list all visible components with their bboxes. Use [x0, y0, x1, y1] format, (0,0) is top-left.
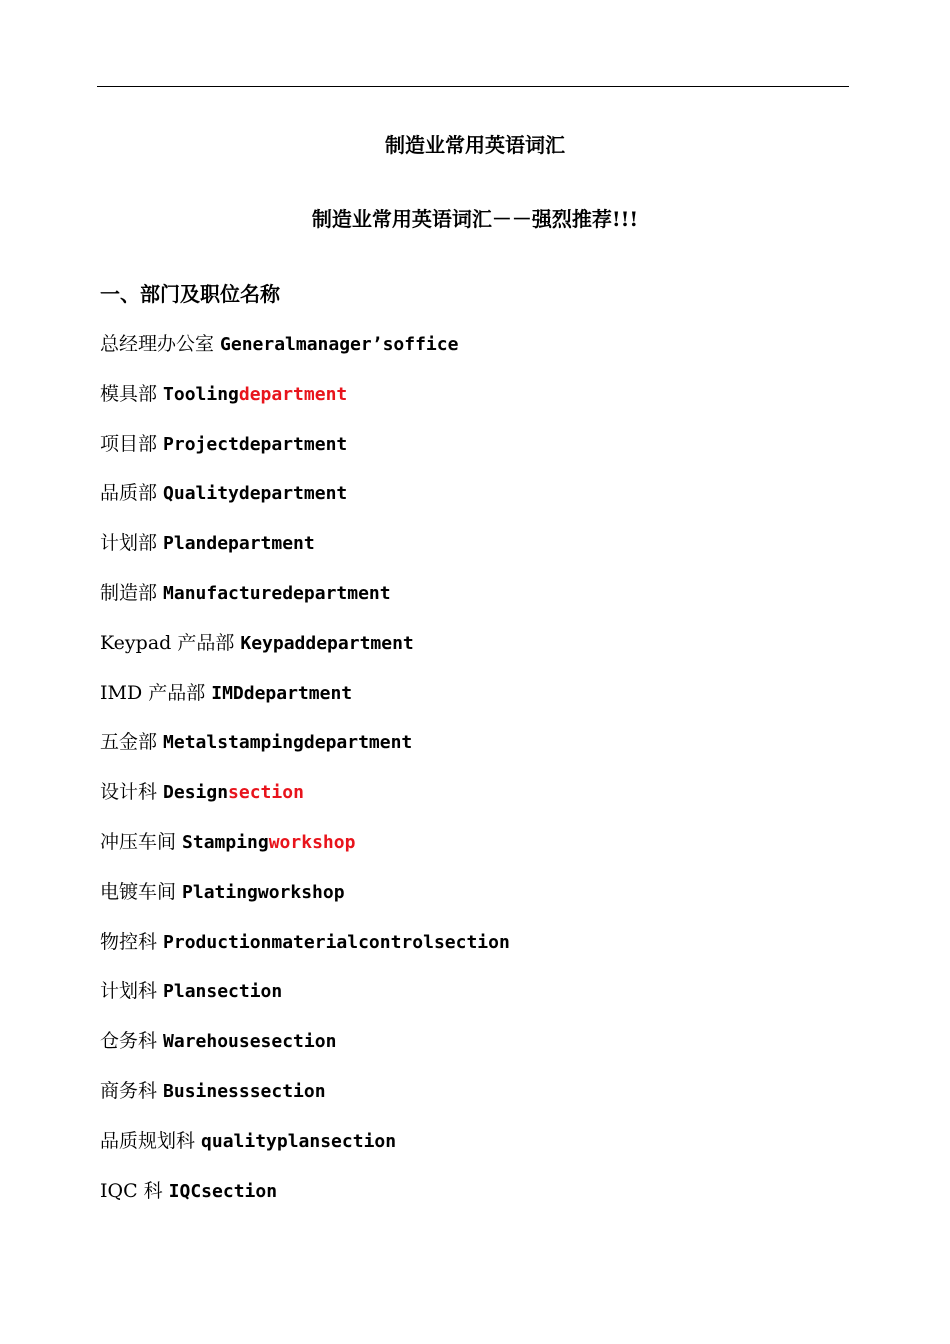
- entry-chinese: 五金部: [100, 731, 158, 754]
- entry-english: Warehousesection: [163, 1031, 337, 1053]
- vocab-entry: [100, 430, 510, 480]
- entry-chinese: 总经理办公室: [100, 333, 215, 355]
- section-heading: 一、部门及职位名称: [100, 282, 280, 306]
- entry-chinese: Keypad 产品部: [100, 631, 235, 654]
- entry-chinese: 制造部: [100, 581, 158, 604]
- vocab-entry: [100, 529, 510, 579]
- entry-chinese: 计划部: [100, 532, 158, 555]
- entry-chinese: 设计科: [100, 781, 158, 804]
- vocab-entry: [100, 977, 510, 1027]
- vocab-entry: [100, 878, 510, 928]
- entry-english: Stamping: [182, 831, 269, 853]
- vocab-entry: [100, 380, 510, 430]
- vocab-entry: [100, 579, 510, 629]
- header-rule: [97, 86, 849, 87]
- entry-english: Manufacturedepartment: [163, 582, 391, 604]
- entry-chinese: IMD 产品部: [100, 681, 206, 704]
- entry-chinese: 模具部: [100, 382, 158, 405]
- entry-english: Tooling: [163, 383, 239, 405]
- entry-chinese: 品质规划科: [100, 1129, 196, 1152]
- entry-english: Businesssection: [163, 1080, 326, 1102]
- entry-chinese: 商务科: [100, 1079, 158, 1102]
- entry-english: Plansection: [163, 981, 283, 1003]
- entry-english: Projectdepartment: [163, 433, 348, 455]
- entry-chinese: IQC 科: [100, 1179, 163, 1202]
- vocab-entry: [100, 1177, 510, 1227]
- entry-chinese: 物控科: [100, 930, 158, 953]
- vocab-entry: [100, 1027, 510, 1077]
- entry-english: Keypaddepartment: [240, 632, 414, 654]
- entry-english: Plandepartment: [163, 533, 315, 555]
- vocab-entry: [100, 928, 510, 978]
- vocab-entry: [100, 1127, 510, 1177]
- vocab-entry: [100, 828, 510, 878]
- entry-chinese: 项目部: [100, 432, 158, 455]
- entry-english: Metalstampingdepartment: [163, 732, 413, 754]
- entry-english: Design: [163, 782, 229, 804]
- vocab-entry: [100, 679, 510, 729]
- entry-english-highlight: section: [228, 782, 304, 804]
- entry-chinese: 电镀车间: [100, 880, 177, 903]
- entry-english: Generalmanager’soffice: [220, 334, 459, 355]
- vocab-entry: [100, 1077, 510, 1127]
- entry-english-highlight: department: [238, 383, 348, 405]
- entry-chinese: 品质部: [100, 482, 158, 505]
- entry-english: Qualitydepartment: [163, 483, 348, 505]
- vocab-entry: [100, 629, 510, 679]
- document-subtitle: 制造业常用英语词汇－－强烈推荐!!!: [311, 207, 639, 231]
- entry-english: Platingworkshop: [182, 881, 345, 903]
- entry-english-highlight: workshop: [268, 831, 356, 853]
- entry-chinese: 冲压车间: [100, 830, 177, 853]
- entry-english: IMDdepartment: [211, 682, 353, 704]
- vocab-entry: [100, 728, 510, 778]
- entry-chinese: 仓务科: [100, 1030, 158, 1053]
- entry-english: Productionmaterialcontrolsection: [163, 931, 510, 953]
- entry-chinese: 计划科: [100, 980, 158, 1003]
- document-title: 制造业常用英语词汇: [385, 133, 565, 157]
- vocab-entry: [100, 479, 510, 529]
- entry-english: IQCsection: [168, 1180, 278, 1202]
- vocab-entry: [100, 330, 510, 380]
- entry-english: qualityplansection: [201, 1130, 397, 1152]
- vocab-entry: [100, 778, 510, 828]
- vocabulary-list: [100, 330, 510, 1226]
